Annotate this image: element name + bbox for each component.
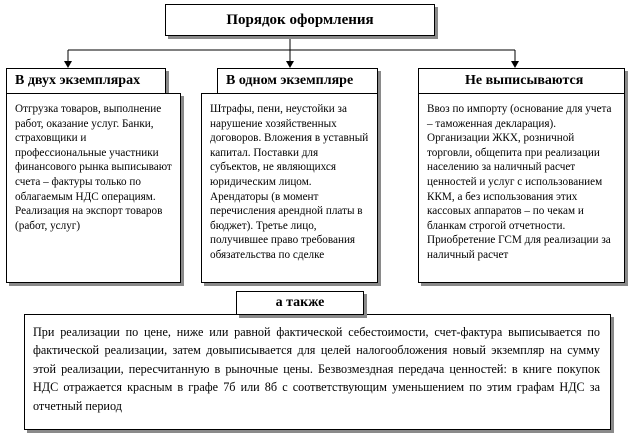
- arrowhead-left: [64, 61, 72, 68]
- column-not-issued-text: Ввоз по импорту (основание для учета – таможенная декларация). Организации ЖКХ, розничной торговли, общепита при реализации населению за наличный расчет ценностей и услуг с использованием ККМ, а без использования этих кассовых аппаратов – по чекам и бланкам строгой отчетности. Приобретение ГСМ для реализации за наличный расчет: [418, 93, 625, 283]
- header-one-copy: В одном экземпляре: [217, 68, 378, 94]
- diagram-title: Порядок оформления: [165, 4, 435, 36]
- header-not-issued: Не выписываются: [418, 68, 625, 94]
- arrowhead-right: [511, 61, 519, 68]
- header-two-copies: В двух экземплярах: [6, 68, 166, 94]
- arrowhead-middle: [286, 61, 294, 68]
- column-two-copies-text: Отгрузка товаров, выполнение работ, оказание услуг. Банки, страховщики и профессиональные участники финансового рынка выписывают счета – фактуры только по облагаемым НДС операциям. Реализация на экспорт товаров (работ, услуг): [6, 93, 181, 283]
- column-one-copy-text: Штрафы, пени, неустойки за нарушение хозяйственных договоров. Вложения в уставный капитал. Поставки для субъектов, не являющихся юридическим лицом. Арендаторы (в момент перечисления арендной платы в бюджет). Третье лицо, получившее право требования обязательства по сделке: [201, 93, 378, 283]
- bottom-note: При реализации по цене, ниже или равной фактической себестоимости, счет-фактура выписывается по фактической реализации, затем довыписывается для целей налогообложения новый экземпляр на сумму этой реализации, пересчитанную в рыночные цены. Безвозмездная передача ценностей: в книге покупок НДС отражается красным в графе 7б или 8б с соответствующим уменьшением по этим графам НДС за отчетный период: [24, 314, 611, 430]
- also-label: а также: [236, 291, 364, 315]
